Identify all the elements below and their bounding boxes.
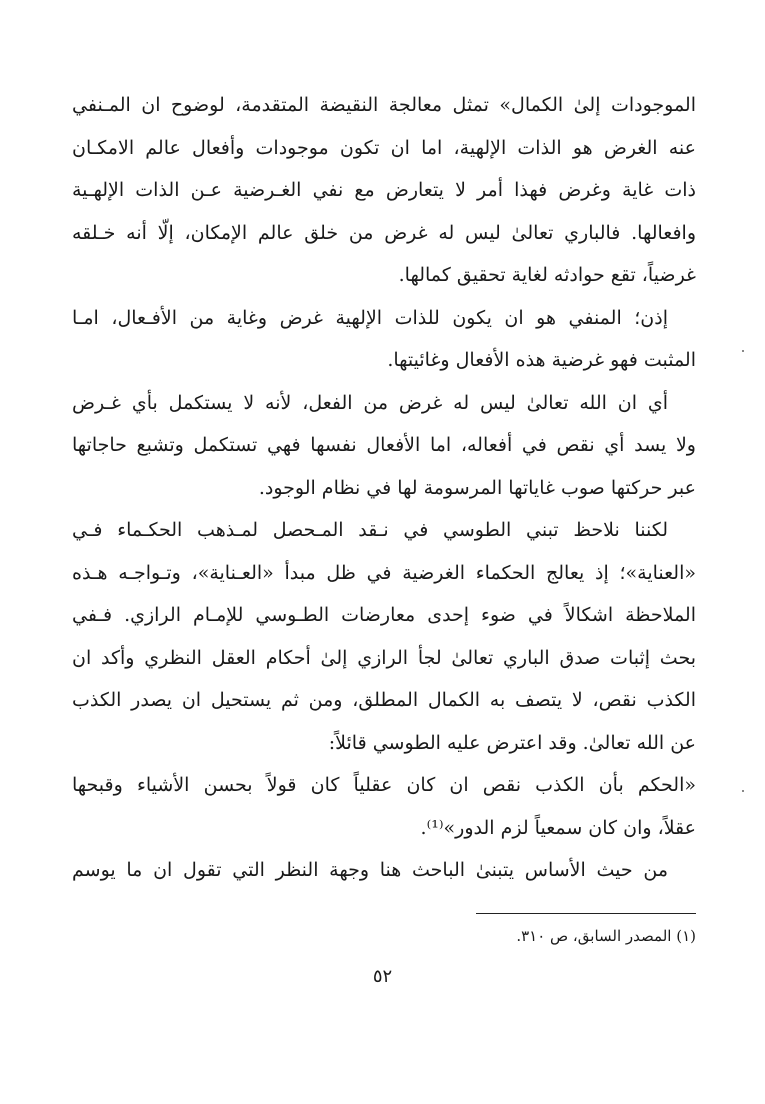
text-line: عبر حركتها صوب غاياتها المرسومة لها في نظام الوجود.: [258, 476, 696, 499]
margin-mark: [742, 350, 744, 352]
body-text: [72, 84, 696, 892]
text-line: أي ان الله تعالىٰ ليس له غرض من الفعل، لأنه لا يستكمل بأي غـرض: [72, 391, 668, 414]
text-line: الكذب نقص، لا يتصف به الكمال المطلق، ومن ثم يستحيل ان يصدر الكذب: [72, 689, 696, 711]
text-line: عنه الغرض هو الذات الإلهية، اما ان تكون موجودات وأفعال عالم الامكـان: [72, 136, 696, 159]
text-line: عن الله تعالىٰ. وقد اعترض عليه الطوسي قائلاً:: [328, 731, 696, 754]
text-line: من حيث الأساس يتبنىٰ الباحث هنا وجهة النظر التي تقول ان ما يوسم: [72, 859, 668, 881]
footnote: (١) المصدر السابق، ص ٣١٠.: [516, 927, 696, 945]
margin-mark: [742, 790, 744, 792]
text-line: «الحكم بأن الكذب نقص ان كان عقلياً كان قولاً بحسن الأشياء وقبحها: [72, 774, 696, 796]
text-line: الموجودات إلىٰ الكمال» تمثل معالجة النقيضة المتقدمة، لوضوح ان المـنفي: [72, 94, 696, 116]
text-line: المثبت فهو غرضية هذه الأفعال وغائيتها.: [387, 349, 696, 371]
text-line: ولا يسد أي نقص في أفعاله، اما الأفعال نفسها فهي تستكمل وتشبع حاجاتها: [72, 434, 696, 456]
text-line: وافعالها. فالباري تعالىٰ ليس له غرض من خلق عالم الإمكان، إلّا أنه خـلقه: [72, 221, 696, 244]
footnote-separator: [476, 913, 696, 914]
text-line: إذن؛ المنفي هو ان يكون للذات الإلهية غرض وغاية من الأفـعال، امـا: [72, 306, 668, 329]
text-line: عقلاً، وان كان سمعياً لزم الدور»⁽¹⁾.: [420, 816, 696, 839]
page-number: ٥٢: [372, 966, 393, 987]
text-line: ذات غاية وغرض فهذا أمر لا يتعارض مع نفي الغـرضية عـن الذات الإلهـية: [72, 179, 696, 201]
text-line: غرضياً، تقع حوادثه لغاية تحقيق كمالها.: [398, 264, 696, 286]
text-line: لكننا نلاحظ تبني الطوسي في نـقد المـحصل لمـذهب الحكـماء فـي: [72, 519, 668, 541]
text-line: «العناية»؛ إذ يعالج الحكماء الغرضية في ظل مبدأ «العـناية»، وتـواجـه هـذه: [72, 561, 696, 584]
text-line: الملاحظة اشكالاً في ضوء إحدى معارضات الطـوسي للإمـام الرازي. فـفي: [72, 604, 696, 626]
text-line: بحث إثبات صدق الباري تعالىٰ لجأ الرازي إلىٰ أحكام العقل النظري وأكد ان: [72, 646, 696, 669]
